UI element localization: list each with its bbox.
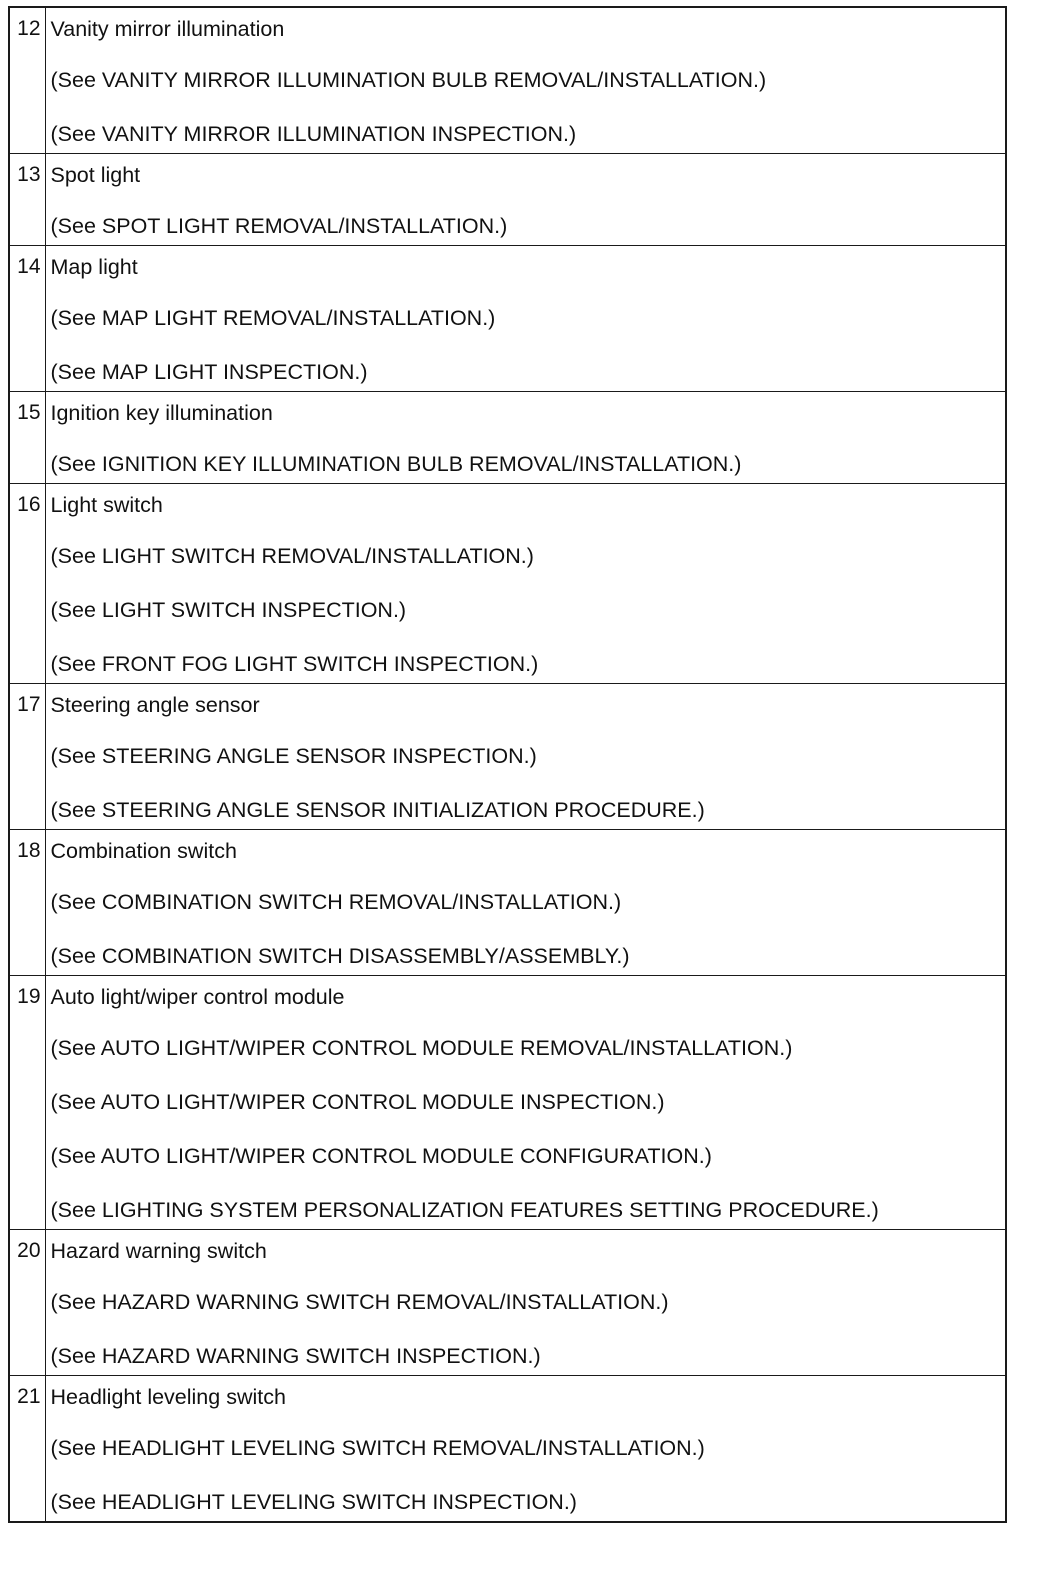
table-row	[9, 246, 1006, 392]
item-title: Vanity mirror illumination	[50, 17, 285, 41]
row-padding	[51, 676, 1006, 683]
reference-link[interactable]: (See HAZARD WARNING SWITCH REMOVAL/INSTALLATION.)	[50, 1290, 669, 1314]
item-title: Light switch	[50, 493, 163, 517]
reference-link[interactable]: (See STEERING ANGLE SENSOR INSPECTION.)	[50, 744, 537, 768]
item-number: 20	[9, 1230, 45, 1376]
row-padding	[51, 476, 1006, 483]
item-content	[45, 7, 1006, 154]
reference-link[interactable]: (See VANITY MIRROR ILLUMINATION INSPECTION.)	[50, 122, 577, 146]
row-padding	[51, 146, 1006, 153]
table-row	[9, 154, 1006, 246]
reference-link[interactable]: (See HEADLIGHT LEVELING SWITCH INSPECTION.)	[50, 1490, 577, 1514]
item-content	[45, 830, 1006, 976]
item-content	[45, 1230, 1006, 1376]
row-padding	[51, 1514, 1006, 1521]
row-padding	[51, 822, 1006, 829]
table-row	[9, 684, 1006, 830]
item-title: Combination switch	[50, 839, 237, 863]
reference-link[interactable]: (See IGNITION KEY ILLUMINATION BULB REMOVAL/INSTALLATION.)	[50, 452, 742, 476]
parts-reference-table-body	[9, 7, 1006, 1522]
reference-link[interactable]: (See SPOT LIGHT REMOVAL/INSTALLATION.)	[50, 214, 508, 238]
item-title: Ignition key illumination	[50, 401, 273, 425]
table-row	[9, 1230, 1006, 1376]
table-row	[9, 7, 1006, 154]
table-row	[9, 484, 1006, 684]
item-number: 14	[9, 246, 45, 392]
reference-link[interactable]: (See FRONT FOG LIGHT SWITCH INSPECTION.)	[50, 652, 539, 676]
item-title: Spot light	[50, 163, 141, 187]
row-padding	[51, 1368, 1006, 1375]
item-content	[45, 392, 1006, 484]
item-number: 19	[9, 976, 45, 1230]
reference-link[interactable]: (See MAP LIGHT INSPECTION.)	[50, 360, 368, 384]
table-row	[9, 976, 1006, 1230]
reference-link[interactable]: (See HEADLIGHT LEVELING SWITCH REMOVAL/INSTALLATION.)	[50, 1436, 705, 1460]
row-padding	[51, 384, 1006, 391]
reference-link[interactable]: (See AUTO LIGHT/WIPER CONTROL MODULE CONFIGURATION.)	[50, 1144, 712, 1168]
item-content	[45, 246, 1006, 392]
reference-link[interactable]: (See HAZARD WARNING SWITCH INSPECTION.)	[50, 1344, 541, 1368]
item-number: 17	[9, 684, 45, 830]
reference-link[interactable]: (See AUTO LIGHT/WIPER CONTROL MODULE INSPECTION.)	[50, 1090, 665, 1114]
row-padding	[51, 1222, 1006, 1229]
reference-link[interactable]: (See MAP LIGHT REMOVAL/INSTALLATION.)	[50, 306, 496, 330]
parts-reference-table	[8, 6, 1007, 1523]
table-row	[9, 1376, 1006, 1523]
item-content	[45, 684, 1006, 830]
item-number: 13	[9, 154, 45, 246]
item-content	[45, 1376, 1006, 1523]
row-padding	[51, 968, 1006, 975]
item-title: Headlight leveling switch	[50, 1385, 286, 1409]
reference-link[interactable]: (See COMBINATION SWITCH REMOVAL/INSTALLATION.)	[50, 890, 622, 914]
item-content	[45, 484, 1006, 684]
item-title: Hazard warning switch	[50, 1239, 267, 1263]
reference-link[interactable]: (See AUTO LIGHT/WIPER CONTROL MODULE REMOVAL/INSTALLATION.)	[50, 1036, 793, 1060]
reference-link[interactable]: (See LIGHTING SYSTEM PERSONALIZATION FEATURES SETTING PROCEDURE.)	[50, 1198, 879, 1222]
item-title: Steering angle sensor	[50, 693, 260, 717]
reference-link[interactable]: (See LIGHT SWITCH REMOVAL/INSTALLATION.)	[50, 544, 534, 568]
reference-link[interactable]: (See LIGHT SWITCH INSPECTION.)	[50, 598, 407, 622]
item-content	[45, 976, 1006, 1230]
row-padding	[51, 238, 1006, 245]
table-row	[9, 392, 1006, 484]
item-number: 16	[9, 484, 45, 684]
reference-link[interactable]: (See STEERING ANGLE SENSOR INITIALIZATION PROCEDURE.)	[50, 798, 705, 822]
item-title: Map light	[50, 255, 138, 279]
item-number: 12	[9, 7, 45, 154]
item-number: 21	[9, 1376, 45, 1523]
item-content	[45, 154, 1006, 246]
item-number: 15	[9, 392, 45, 484]
table-row	[9, 830, 1006, 976]
item-title: Auto light/wiper control module	[50, 985, 345, 1009]
reference-link[interactable]: (See VANITY MIRROR ILLUMINATION BULB REMOVAL/INSTALLATION.)	[50, 68, 767, 92]
reference-link[interactable]: (See COMBINATION SWITCH DISASSEMBLY/ASSEMBLY.)	[50, 944, 630, 968]
item-number: 18	[9, 830, 45, 976]
